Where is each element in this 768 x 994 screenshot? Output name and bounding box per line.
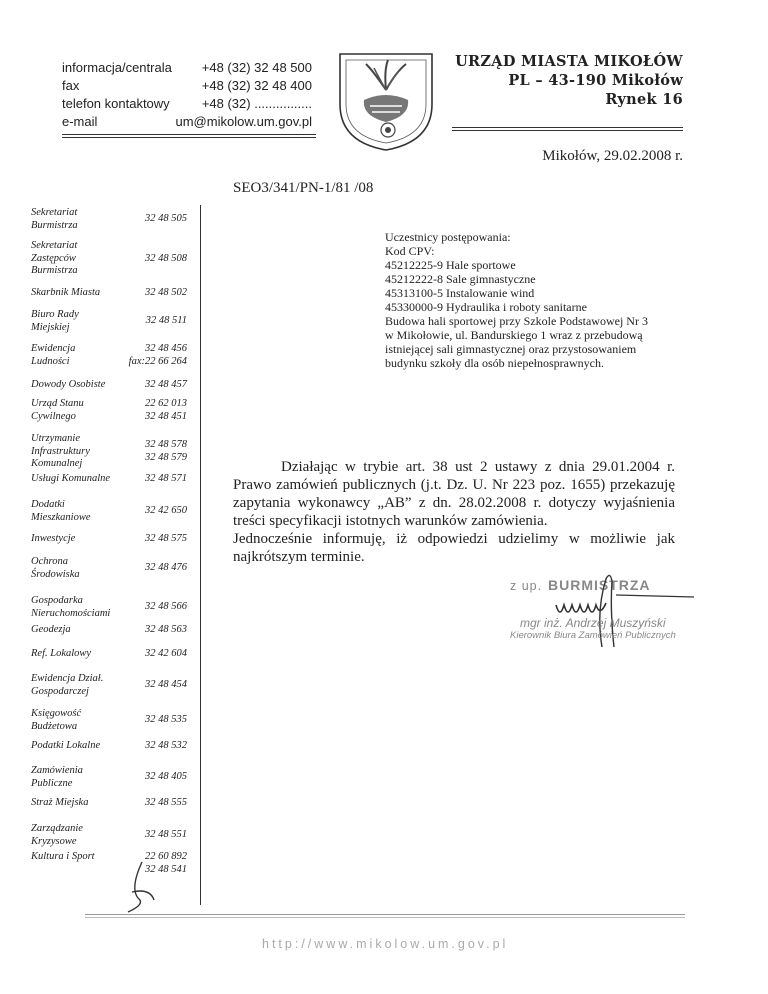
body-paragraph-1: Działając w trybie art. 38 ust 2 ustawy z dnia 29.01.2004 r. Prawo zamówień publicznych (j.t. Dz. U. Nr 223 poz. 1655) przekazuję zapytania wykonawcy „AB” z dn. 28.02.2008 r. dotyczy wyjaśnienia treści specyfikacji istotnych warunków zamówienia.	[233, 459, 675, 529]
department-name: Utrzymanie Infrastruktury Komunalnej	[31, 433, 90, 469]
recipients-block	[385, 230, 725, 370]
recipients-line: 45212225-9 Hale sportowe	[385, 258, 516, 272]
footer-divider	[85, 914, 685, 915]
footer-divider-2	[85, 917, 685, 918]
recipients-line: istniejącej sali gimnastycznej oraz przystosowaniem	[385, 342, 637, 356]
department-name: Zamówienia Publiczne	[31, 765, 83, 789]
department-phone: 32 48 575	[145, 533, 187, 544]
department-name: Urząd Stanu Cywilnego	[31, 398, 84, 422]
department-phone: 32 48 476	[145, 562, 187, 574]
department-name: Gospodarka Nieruchomościami	[31, 595, 111, 619]
department-phone: 32 48 563	[145, 624, 187, 635]
reference-number: SEO3/341/PN-1/81 /08	[233, 180, 374, 196]
department-name: Księgowość Budżetowa	[31, 708, 82, 732]
contact-label: informacja/centrala	[62, 60, 172, 75]
department-name: Kultura i Sport	[31, 851, 95, 862]
department-name: Skarbnik Miasta	[31, 287, 101, 298]
office-postcode: PL – 43-190 Mikołów	[508, 72, 683, 89]
recipients-line: 45212222-8 Sale gimnastyczne	[385, 272, 536, 286]
department-phone: 32 48 571	[145, 473, 187, 484]
department-phone: 32 48 454	[145, 679, 187, 691]
department-name: Dodatki Mieszkaniowe	[31, 499, 91, 523]
recipients-line: 45313100-5 Instalowanie wind	[385, 286, 535, 300]
department-phone: 32 48 505	[145, 213, 187, 225]
office-title	[455, 52, 683, 109]
department-phone: 32 48 566	[145, 601, 187, 613]
contact-value: +48 (32) ................	[201, 96, 312, 111]
department-name: Ochrona Środowiska	[31, 556, 80, 580]
letter-date: Mikołów, 29.02.2008 r.	[542, 148, 683, 164]
recipients-line: 45330000-9 Hydraulika i roboty sanitarne	[385, 300, 587, 314]
department-name: Usługi Komunalne	[31, 473, 111, 484]
department-phone: 32 48 532	[145, 740, 187, 751]
header-divider-right-2	[452, 130, 683, 131]
stamp-title: BURMISTRZA	[548, 577, 651, 593]
footer-website: http://www.mikolow.um.gov.pl	[262, 937, 509, 951]
contact-row-central	[62, 60, 312, 75]
department-phone: 32 48 405	[145, 771, 187, 783]
recipients-line: w Mikołowie, ul. Bandurskiego 1 wraz z przebudową	[385, 328, 643, 342]
department-name: Ref. Lokalowy	[31, 648, 92, 659]
recipients-line: budynku szkoły dla osób niepełnosprawnych.	[385, 356, 604, 370]
department-name: Dowody Osobiste	[31, 379, 106, 390]
department-phone: 32 48 456 fax:22 66 264	[128, 343, 187, 367]
header-divider-left-2	[62, 137, 316, 138]
signature-stamp	[490, 575, 690, 655]
contact-value: +48 (32) 32 48 500	[201, 60, 312, 75]
contact-value: um@mikolow.um.gov.pl	[175, 114, 312, 129]
department-name: Inwestycje	[31, 533, 76, 544]
department-phone: 32 48 555	[145, 797, 187, 808]
body-paragraph-2: Jednocześnie informuję, iż odpowiedzi udzielimy w możliwie jak najkrótszym terminie.	[233, 531, 675, 565]
department-name: Sekretariat Burmistrza	[31, 207, 78, 231]
department-phone: 22 62 013 32 48 451	[145, 398, 187, 422]
department-name: Ewidencja Dział. Gospodarczej	[31, 673, 104, 697]
department-name: Straż Miejska	[31, 797, 89, 808]
department-phone: 32 48 502	[145, 287, 187, 298]
contact-label: telefon kontaktowy	[62, 96, 170, 111]
letter-body	[233, 458, 675, 566]
department-phone: 32 48 535	[145, 714, 187, 726]
header-divider-right	[452, 127, 683, 128]
signatory-name: mgr inż. Andrzej Muszyński	[520, 616, 666, 630]
department-name: Geodezja	[31, 624, 71, 635]
recipients-line: Uczestnicy postępowania:	[385, 230, 511, 244]
coat-of-arms-icon	[330, 42, 442, 154]
contact-row-email	[62, 114, 312, 129]
department-phone: 32 48 578 32 48 579	[145, 439, 187, 463]
contact-row-fax	[62, 78, 312, 93]
contact-value: +48 (32) 32 48 400	[201, 78, 312, 93]
department-name: Biuro Rady Miejskiej	[31, 309, 79, 333]
department-phone: 32 48 457	[145, 379, 187, 390]
contact-row-phone	[62, 96, 312, 111]
department-phone: 32 42 650	[145, 505, 187, 517]
department-phone: 32 48 551	[145, 829, 187, 841]
department-phone: 22 60 892 32 48 541	[145, 851, 187, 875]
office-name: URZĄD MIASTA MIKOŁÓW	[455, 53, 683, 70]
stamp-prefix: z up.	[510, 579, 543, 593]
department-name: Zarządzanie Kryzysowe	[31, 823, 83, 847]
department-name: Podatki Lokalne	[31, 740, 101, 751]
initials-mark-icon	[120, 858, 160, 918]
contact-label: e-mail	[62, 114, 98, 129]
recipients-line: Kod CPV:	[385, 244, 435, 258]
department-phone: 32 48 511	[145, 315, 187, 327]
department-name: Sekretariat Zastępców Burmistrza	[31, 240, 78, 276]
department-phone: 32 42 604	[145, 648, 187, 659]
recipients-line: Budowa hali sportowej przy Szkole Podstawowej Nr 3	[385, 314, 648, 328]
contact-label: fax	[62, 78, 80, 93]
header-divider-left	[62, 134, 316, 135]
office-street: Rynek 16	[605, 91, 683, 108]
signatory-role: Kierownik Biura Zamówień Publicznych	[510, 630, 676, 641]
department-name: Ewidencja Ludności	[31, 343, 76, 367]
department-phone: 32 48 508	[145, 252, 187, 264]
sidebar-divider	[200, 205, 201, 905]
